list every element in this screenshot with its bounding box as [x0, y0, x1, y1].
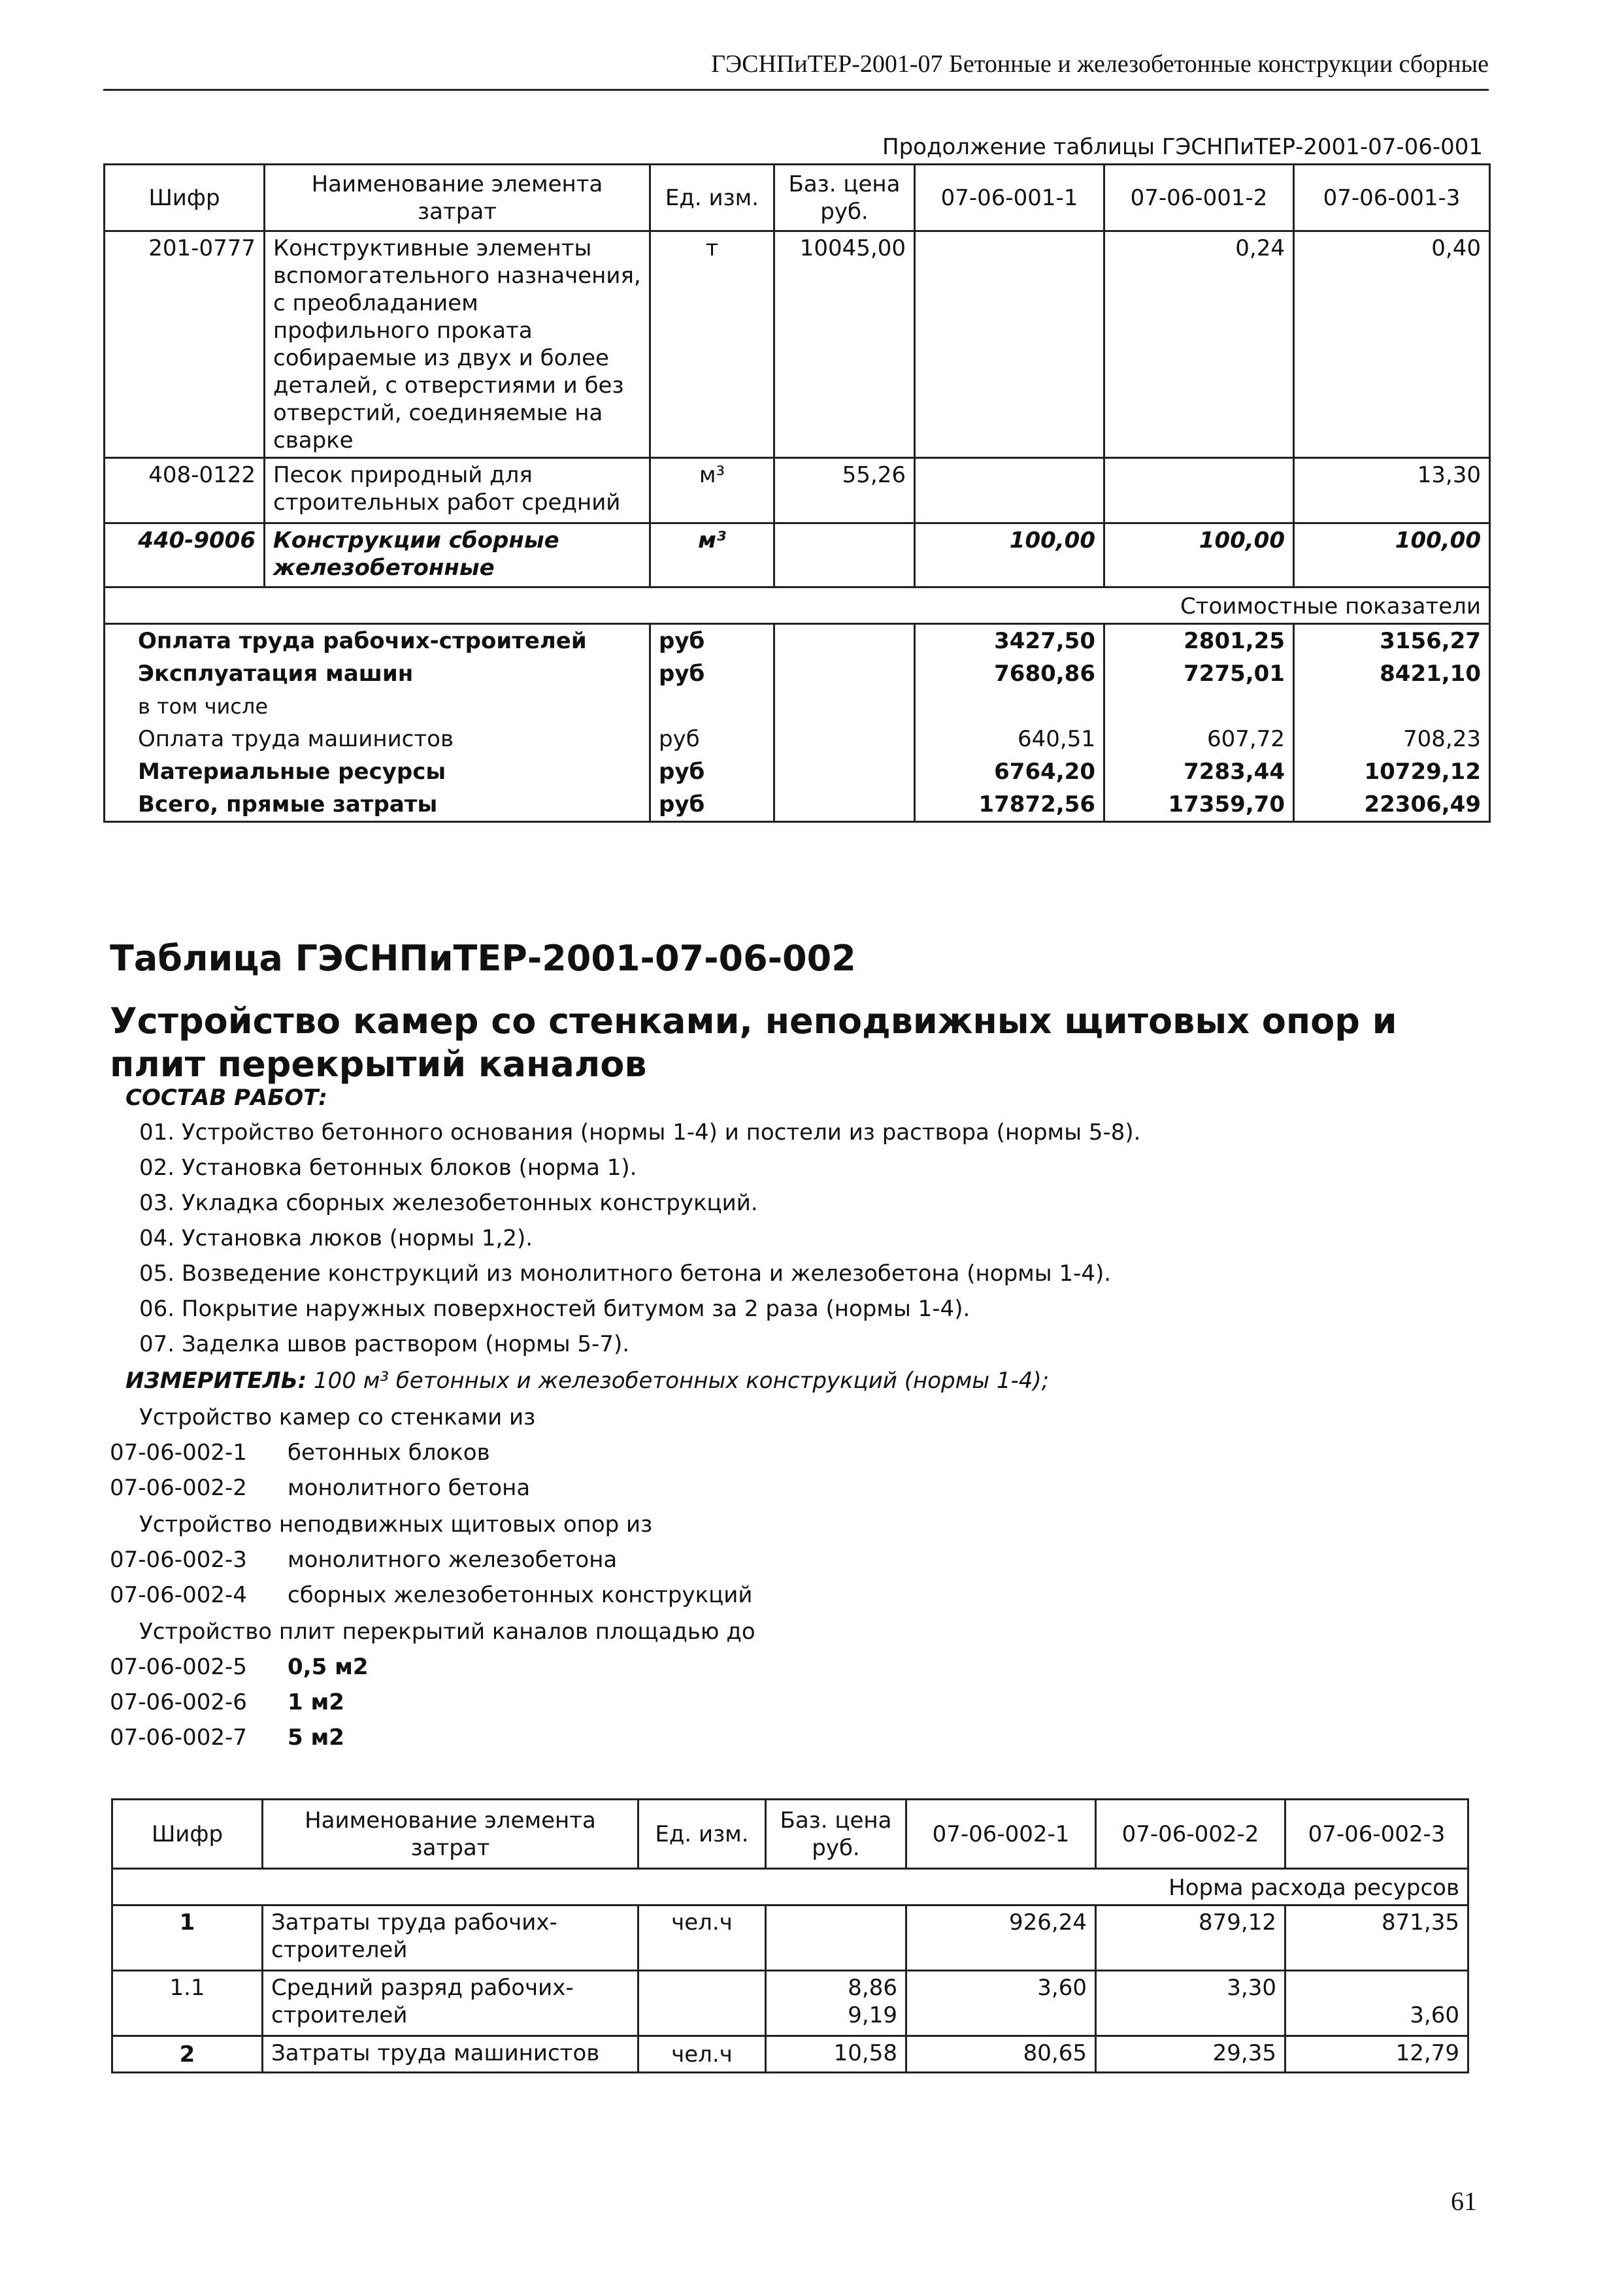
- cost-unit: руб: [650, 788, 774, 822]
- cost-name: в том числе: [105, 690, 650, 723]
- table-row: [105, 788, 1490, 822]
- cell-price: [774, 523, 915, 587]
- cost-value: 8421,10: [1294, 657, 1490, 690]
- cell-value: [1104, 458, 1294, 523]
- cell-value: 12,79: [1285, 2036, 1468, 2073]
- cell-value: [915, 458, 1104, 523]
- cell-code: 440-9006: [105, 523, 265, 587]
- cell-value: [1285, 1971, 1468, 2036]
- running-header: ГЭСНПиТЕР-2001-07 Бетонные и железобетонные конструкции сборные: [103, 50, 1489, 91]
- cell-code: 2: [112, 2036, 263, 2073]
- table-row: [105, 231, 1490, 458]
- cell-value: 13,30: [1294, 458, 1490, 523]
- cell-unit: чел.ч: [638, 1905, 766, 1971]
- work-item: 04. Установка люков (нормы 1,2).: [139, 1225, 533, 1251]
- cell-unit: т: [650, 231, 774, 458]
- cell-value: 80,65: [906, 2036, 1096, 2073]
- table1: [103, 163, 1491, 823]
- code-id: 07-06-002-4: [110, 1582, 247, 1608]
- cell-name: Затраты труда машинистов: [263, 2036, 638, 2073]
- work-item: 06. Покрытие наружных поверхностей битумом за 2 раза (нормы 1-4).: [139, 1296, 970, 1322]
- work-item: 07. Заделка швов раствором (нормы 5-7).: [139, 1331, 630, 1357]
- cost-value: 3427,50: [915, 624, 1104, 658]
- cell-code: 408-0122: [105, 458, 265, 523]
- cost-value: 6764,20: [915, 755, 1104, 788]
- cost-unit: руб: [650, 624, 774, 658]
- cell-unit: м³: [650, 458, 774, 523]
- section-heading: Устройство камер со стенками, неподвижных щитовых опор и плит перекрытий каналов: [110, 1000, 1397, 1085]
- code-id: 07-06-002-3: [110, 1547, 247, 1573]
- cost-value: 3156,27: [1294, 624, 1490, 658]
- cost-empty: [774, 788, 915, 822]
- cell-code: 1: [112, 1905, 263, 1971]
- code-desc: сборных железобетонных конструкций: [288, 1582, 753, 1608]
- cell-value: [1096, 1971, 1285, 2036]
- cost-value: 640,51: [915, 723, 1104, 755]
- col-header: Наименование элемента затрат: [265, 165, 650, 231]
- code-id: 07-06-002-5: [110, 1654, 247, 1680]
- cell-value: 100,00: [1104, 523, 1294, 587]
- code-desc: 1 м2: [288, 1689, 344, 1715]
- col-header: 07-06-002-1: [906, 1800, 1096, 1869]
- value-line: [1294, 1974, 1459, 2002]
- cost-empty: [774, 657, 915, 690]
- work-item: 03. Укладка сборных железобетонных конструкций.: [139, 1190, 758, 1216]
- table-row: [105, 523, 1490, 587]
- code-id: 07-06-002-1: [110, 1440, 247, 1466]
- cell-name: Конструкции сборные железобетонные: [265, 523, 650, 587]
- value-line: 3,30: [1227, 1975, 1276, 2001]
- meter-label: ИЗМЕРИТЕЛЬ:: [125, 1368, 307, 1394]
- table-row: [105, 458, 1490, 523]
- work-item: 02. Установка бетонных блоков (норма 1).: [139, 1155, 637, 1181]
- table-title: Таблица ГЭСНПиТЕР-2001-07-06-002: [110, 938, 856, 979]
- cost-value: [915, 690, 1104, 723]
- cell-unit: [638, 1971, 766, 2036]
- cost-value: 708,23: [1294, 723, 1490, 755]
- norm-label: Норма расхода ресурсов: [112, 1869, 1468, 1905]
- cost-value: 7680,86: [915, 657, 1104, 690]
- cost-unit: руб: [650, 723, 774, 755]
- works-label: СОСТАВ РАБОТ:: [125, 1085, 327, 1111]
- meter-line: [125, 1367, 1049, 1394]
- group-title: Устройство плит перекрытий каналов площадью до: [139, 1619, 755, 1645]
- cost-empty: [774, 755, 915, 788]
- page-number: 61: [1451, 2186, 1477, 2216]
- table-row: [112, 1905, 1468, 1971]
- norm-section-row: [112, 1869, 1468, 1905]
- cell-name: Средний разряд рабочих-строителей: [263, 1971, 638, 2036]
- cell-name: Песок природный для строительных работ средний: [265, 458, 650, 523]
- cost-value: 22306,49: [1294, 788, 1490, 822]
- cost-empty: [774, 723, 915, 755]
- cost-name: Материальные ресурсы: [105, 755, 650, 788]
- cost-unit: руб: [650, 755, 774, 788]
- group-title: Устройство камер со стенками из: [139, 1404, 536, 1430]
- cost-name: Оплата труда рабочих-строителей: [105, 624, 650, 658]
- work-item: 01. Устройство бетонного основания (нормы 1-4) и постели из раствора (нормы 5-8).: [139, 1119, 1141, 1146]
- cost-value: 7275,01: [1104, 657, 1294, 690]
- col-header: Шифр: [112, 1800, 263, 1869]
- cost-section-row: [105, 587, 1490, 624]
- col-header: Наименование элемента затрат: [263, 1800, 638, 1869]
- cell-value: 0,24: [1104, 231, 1294, 458]
- cost-value: 10729,12: [1294, 755, 1490, 788]
- cost-value: 17872,56: [915, 788, 1104, 822]
- col-header: Шифр: [105, 165, 265, 231]
- value-line: 3,60: [1037, 1975, 1087, 2001]
- group-title: Устройство неподвижных щитовых опор из: [139, 1511, 653, 1538]
- table-row: [105, 624, 1490, 658]
- cell-value: [915, 231, 1104, 458]
- code-desc: бетонных блоков: [288, 1440, 490, 1466]
- col-header: 07-06-001-3: [1294, 165, 1490, 231]
- cell-value: 29,35: [1096, 2036, 1285, 2073]
- code-desc: 0,5 м2: [288, 1654, 369, 1680]
- col-header: 07-06-002-3: [1285, 1800, 1468, 1869]
- cost-value: [1104, 690, 1294, 723]
- value-line: [1104, 2002, 1276, 2029]
- table-row: [112, 1971, 1468, 2036]
- cost-value: [1294, 690, 1490, 723]
- work-item: 05. Возведение конструкций из монолитного бетона и железобетона (нормы 1-4).: [139, 1261, 1112, 1287]
- code-desc: монолитного бетона: [288, 1475, 531, 1501]
- cost-empty: [774, 624, 915, 658]
- cost-value: 17359,70: [1104, 788, 1294, 822]
- code-id: 07-06-002-2: [110, 1475, 247, 1501]
- cost-value: 7283,44: [1104, 755, 1294, 788]
- table2: [111, 1798, 1469, 2073]
- col-header: 07-06-001-1: [915, 165, 1104, 231]
- cell-value: 100,00: [915, 523, 1104, 587]
- cell-value: 871,35: [1285, 1905, 1468, 1971]
- table2-header-row: [112, 1800, 1468, 1869]
- table-row: [105, 657, 1490, 690]
- cell-price: [766, 1971, 906, 2036]
- cell-value: [906, 1971, 1096, 2036]
- table1-caption: Продолжение таблицы ГЭСНПиТЕР-2001-07-06-001: [882, 134, 1483, 160]
- cost-value: 2801,25: [1104, 624, 1294, 658]
- cell-code: 1.1: [112, 1971, 263, 2036]
- col-header: Баз. цена руб.: [766, 1800, 906, 1869]
- cell-name: Затраты труда рабочих-строителей: [263, 1905, 638, 1971]
- cell-value: 0,40: [1294, 231, 1490, 458]
- table1-header-row: [105, 165, 1490, 231]
- cost-name: Оплата труда машинистов: [105, 723, 650, 755]
- col-header: Ед. изм.: [638, 1800, 766, 1869]
- col-header: Ед. изм.: [650, 165, 774, 231]
- code-id: 07-06-002-7: [110, 1724, 247, 1751]
- table-row: [105, 723, 1490, 755]
- cost-value: 607,72: [1104, 723, 1294, 755]
- col-header: 07-06-001-2: [1104, 165, 1294, 231]
- cost-name: Эксплуатация машин: [105, 657, 650, 690]
- cell-unit: чел.ч: [638, 2036, 766, 2073]
- price-line: 9,19: [848, 2002, 897, 2028]
- cell-price: 10,58: [766, 2036, 906, 2073]
- table-row: [112, 2036, 1468, 2073]
- cell-unit: м³: [650, 523, 774, 587]
- col-header: 07-06-002-2: [1096, 1800, 1285, 1869]
- code-desc: 5 м2: [288, 1724, 344, 1751]
- cell-code: 201-0777: [105, 231, 265, 458]
- cell-value: 926,24: [906, 1905, 1096, 1971]
- col-header: Баз. цена руб.: [774, 165, 915, 231]
- cell-name: Конструктивные элементы вспомогательного назначения, с преобладанием профильного проката собираемые из двух и более деталей, с отверстиями и без отверстий, соединяемые на сварке: [265, 231, 650, 458]
- table-row: [105, 755, 1490, 788]
- value-line: 3,60: [1410, 2002, 1459, 2028]
- code-id: 07-06-002-6: [110, 1689, 247, 1715]
- cell-value: 100,00: [1294, 523, 1490, 587]
- cost-unit: руб: [650, 657, 774, 690]
- code-desc: монолитного железобетона: [288, 1547, 618, 1573]
- cost-section-label: Стоимостные показатели: [105, 587, 1490, 624]
- cell-value: 879,12: [1096, 1905, 1285, 1971]
- meter-text: 100 м³ бетонных и железобетонных конструкций (нормы 1-4);: [314, 1368, 1050, 1394]
- cell-price: 10045,00: [774, 231, 915, 458]
- cell-price: [766, 1905, 906, 1971]
- cost-unit: [650, 690, 774, 723]
- price-line: 8,86: [848, 1975, 897, 2001]
- cost-empty: [774, 690, 915, 723]
- cell-price: 55,26: [774, 458, 915, 523]
- table-row: [105, 690, 1490, 723]
- cost-name: Всего, прямые затраты: [105, 788, 650, 822]
